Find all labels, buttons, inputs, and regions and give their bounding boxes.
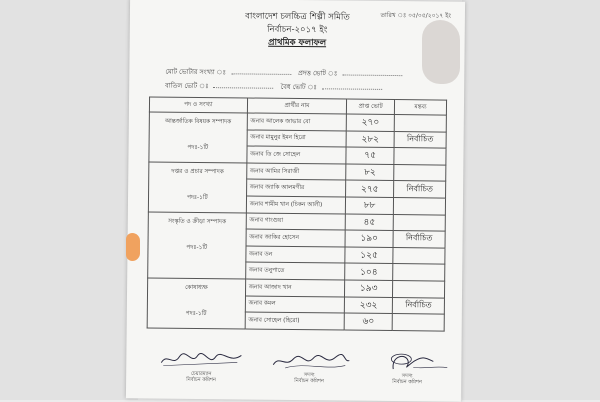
signature-role: চেয়ারম্যান [190, 370, 212, 378]
table-row [149, 112, 446, 132]
post-count: পদঃ-১টি [185, 310, 207, 318]
candidate-name: জনাব কমল [245, 296, 345, 314]
result-sheet [126, 0, 465, 402]
signature-subrole: নির্বাচন কমিশন [186, 376, 216, 384]
total-voters-blank [231, 67, 291, 75]
vote-count: ৬০ [344, 313, 392, 330]
signature-role: সদস্য [401, 373, 413, 380]
candidate-name: জনাব আজাদ খান [245, 279, 345, 297]
header-candidate: প্রার্থীর নাম [247, 98, 347, 114]
candidate-name: জনাব মামুনুর ইমন হিরো [247, 130, 347, 148]
signature-subrole: নির্বাচন কমিশন [392, 379, 422, 386]
post-name: দপ্তর ও প্রচার সম্পাদক [171, 168, 224, 176]
post-count: পদঃ-১টি [186, 194, 208, 201]
results-table [147, 96, 447, 331]
cast-votes-blank [342, 68, 402, 76]
header-votes: প্রাপ্ত ভোট [347, 99, 395, 115]
vote-count: ১০৪ [345, 263, 393, 280]
finger-tip-right [422, 20, 460, 84]
header-post: পদ ও সংখ্যা [149, 97, 247, 113]
vote-count: ২৮২ [346, 131, 394, 148]
signature-member-1 [264, 350, 354, 385]
table-row [149, 162, 446, 182]
background-left [0, 0, 138, 400]
remark: নির্বাচিত [394, 181, 446, 198]
organization-title: বাংলাদেশ চলচ্চিত্র শিল্পী সমিতি [245, 11, 350, 23]
table-row [148, 212, 445, 232]
post-name: সংস্কৃতি ও ক্রীড়া সম্পাদক [168, 218, 227, 225]
remark [393, 280, 445, 297]
signature-block [146, 348, 447, 396]
vote-count: ৭৫ [346, 147, 394, 164]
signature-subrole: নির্বাচন কমিশন [294, 377, 324, 385]
post-cell [147, 278, 245, 329]
candidate-name: জনাব সোহেল (হিরো) [245, 312, 345, 330]
election-title: নির্বাচন-২০১৭ ইং [267, 24, 328, 36]
candidate-name: জনাব আমির সিরাজী [246, 163, 346, 181]
valid-votes-blank [322, 82, 382, 90]
signature-chairman [156, 349, 246, 384]
summary-row-1 [165, 67, 407, 81]
post-name: কোষাধ্যক্ষ [185, 284, 208, 292]
post-cell [149, 112, 247, 163]
candidate-name: জনাব জাকির হোসেন [246, 229, 346, 247]
post-name: আন্তর্জাতিক বিষয়ক সম্পাদক [164, 118, 232, 126]
remark: নির্বাচিত [393, 231, 445, 248]
signature-member-2 [362, 351, 452, 386]
candidate-name: জনাব ডন [245, 246, 345, 264]
finger-tip-left [126, 233, 140, 261]
vote-count: ৮২ [346, 164, 394, 181]
remark [393, 264, 445, 281]
post-cell [148, 162, 246, 213]
vote-count: ২৩২ [345, 297, 393, 314]
remark [393, 197, 445, 214]
cancelled-votes-label: বাতিল ভোট ঃ [165, 81, 209, 91]
candidate-name: জনাব গাংগুয়া [246, 213, 346, 231]
vote-count: ৮৮ [346, 197, 394, 214]
remark [392, 314, 444, 331]
handwritten-signature-icon [157, 349, 245, 372]
sheet-date: তারিখ ঃ ০৫/০৫/২০১৭ ইং [380, 11, 451, 20]
vote-count: ৪৫ [345, 214, 393, 231]
table-row [148, 278, 445, 298]
result-title: প্রাথমিক ফলাফল [268, 37, 327, 49]
header-remark: মন্তব্য [394, 100, 446, 116]
candidate-name: জনাব ডি জে সোহেল [247, 146, 347, 164]
post-count: পদঃ-১টি [186, 244, 208, 251]
post-count: পদঃ-১টি [187, 144, 209, 152]
remark: নির্বাচিত [392, 297, 444, 314]
vote-count: ১৯৩ [345, 280, 393, 297]
signature-role: সদস্য [303, 372, 315, 379]
background-right [462, 0, 600, 400]
vote-count: ২৭০ [346, 114, 394, 131]
vote-count: ২৭৫ [346, 180, 394, 197]
candidate-name: জনাব শামীম খান (চিকন আলী) [246, 196, 346, 214]
candidate-name: জনাব তনুপাতে [245, 262, 345, 280]
summary-row-2 [165, 81, 387, 94]
remark [393, 247, 445, 264]
cast-votes-label: প্রদত্ত ভোট ঃ [298, 69, 338, 78]
handwritten-signature-icon [265, 350, 353, 373]
valid-votes-label: বৈধ ভোট ঃ [280, 82, 317, 92]
vote-count: ১২৫ [345, 247, 393, 264]
post-cell [148, 212, 246, 279]
cancelled-votes-blank [214, 81, 274, 89]
remark [394, 148, 446, 165]
remark [393, 214, 445, 231]
candidate-name: জনাব জ্যাকি আলমগীর [246, 179, 346, 197]
remark: নির্বাচিত [394, 131, 446, 148]
vote-count: ১৯০ [345, 230, 393, 247]
candidate-name: জনাব আলেক জাভার বো [247, 113, 347, 131]
remark [394, 115, 446, 132]
handwritten-signature-icon [363, 351, 451, 374]
total-voters-label: মোট ভোটার সংখ্যা ঃ [165, 67, 227, 77]
remark [394, 164, 446, 181]
